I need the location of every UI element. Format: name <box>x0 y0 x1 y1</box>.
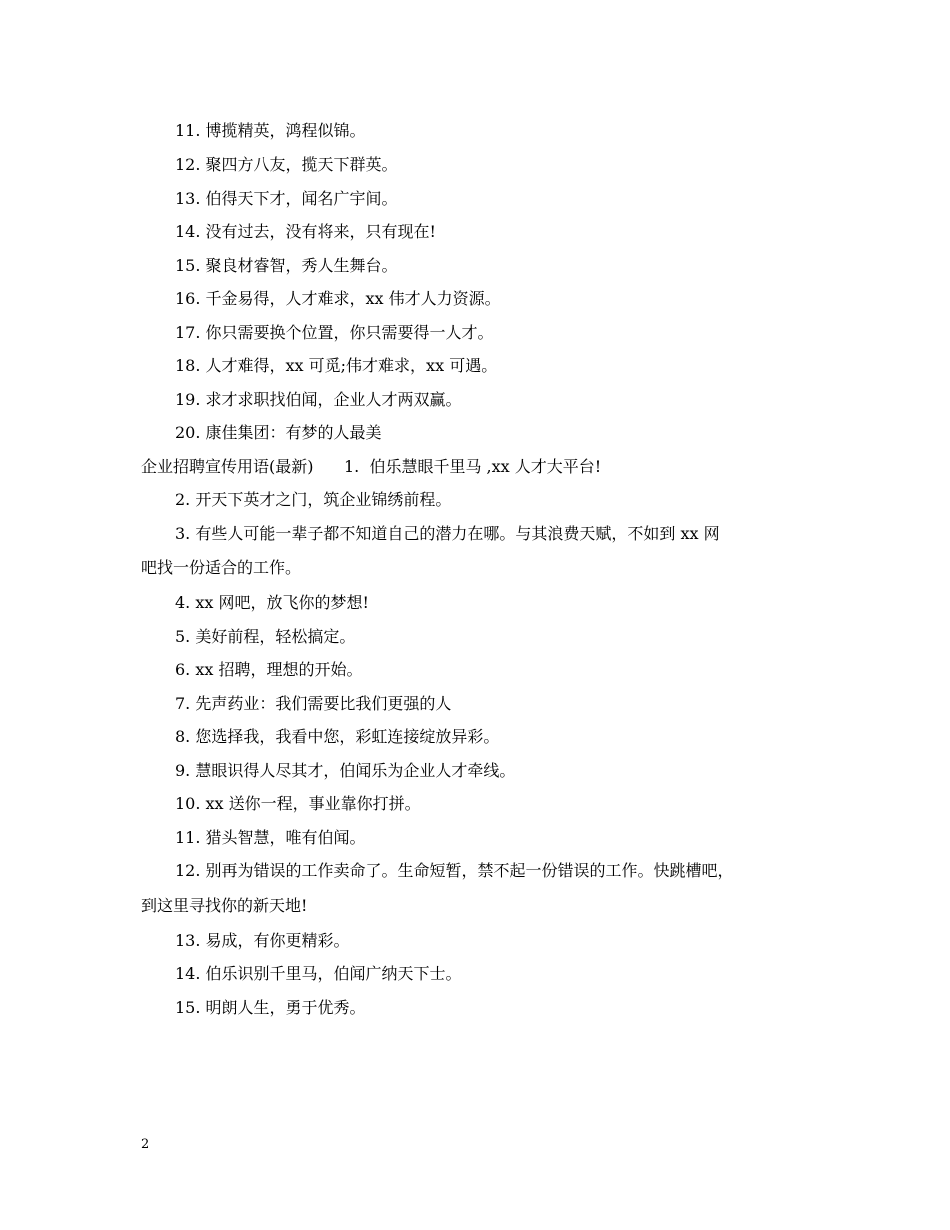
list-item-continuation: 吧找一份适合的工作。 <box>141 558 302 577</box>
list-item: 19. 求才求职找伯闻，企业人才两双赢。 <box>175 390 462 409</box>
list-item: 15. 明朗人生，勇于优秀。 <box>175 998 366 1017</box>
list-item: 11. 猎头智慧，唯有伯闻。 <box>175 828 366 847</box>
list-item: 2. 开天下英才之门，筑企业锦绣前程。 <box>175 490 452 509</box>
list-item: 13. 易成，有你更精彩。 <box>175 931 350 950</box>
list-item: 3. 有些人可能一辈子都不知道自己的潜力在哪。与其浪费天赋，不如到 xx 网 <box>175 524 720 543</box>
list-item-continuation: 到这里寻找你的新天地! <box>141 896 308 915</box>
list-item: 14. 伯乐识别千里马，伯闻广纳天下士。 <box>175 964 462 983</box>
list-item: 6. xx 招聘，理想的开始。 <box>175 660 363 679</box>
list-item: 11. 博揽精英，鸿程似锦。 <box>175 121 366 140</box>
list-item: 4. xx 网吧，放飞你的梦想! <box>175 593 369 612</box>
list-item: 14. 没有过去，没有将来，只有现在! <box>175 222 436 241</box>
list-item: 8. 您选择我，我看中您，彩虹连接绽放异彩。 <box>175 727 500 746</box>
list-item: 9. 慧眼识得人尽其才，伯闻乐为企业人才牵线。 <box>175 761 516 780</box>
list-item: 17. 你只需要换个位置，你只需要得一人才。 <box>175 323 494 342</box>
list-item: 13. 伯得天下才，闻名广宇间。 <box>175 189 398 208</box>
list-item: 7. 先声药业：我们需要比我们更强的人 <box>175 694 452 713</box>
list-item: 10. xx 送你一程，事业靠你打拼。 <box>175 794 421 813</box>
list-item: 20. 康佳集团：有梦的人最美 <box>175 423 382 442</box>
page-number: 2 <box>141 1137 150 1152</box>
list-item: 16. 千金易得，人才难求，xx 伟才人力资源。 <box>175 289 501 308</box>
list-item: 15. 聚良材睿智，秀人生舞台。 <box>175 256 398 275</box>
section-heading-line: 企业招聘宣传用语(最新) 1. 伯乐慧眼千里马 ,xx 人才大平台! <box>141 457 602 476</box>
list-item: 12. 别再为错误的工作卖命了。生命短暂，禁不起一份错误的工作。快跳槽吧， <box>175 861 734 880</box>
list-item: 12. 聚四方八友，揽天下群英。 <box>175 155 398 174</box>
list-item: 18. 人才难得，xx 可觅;伟才难求，xx 可遇。 <box>175 356 498 375</box>
list-item: 5. 美好前程，轻松搞定。 <box>175 627 356 646</box>
